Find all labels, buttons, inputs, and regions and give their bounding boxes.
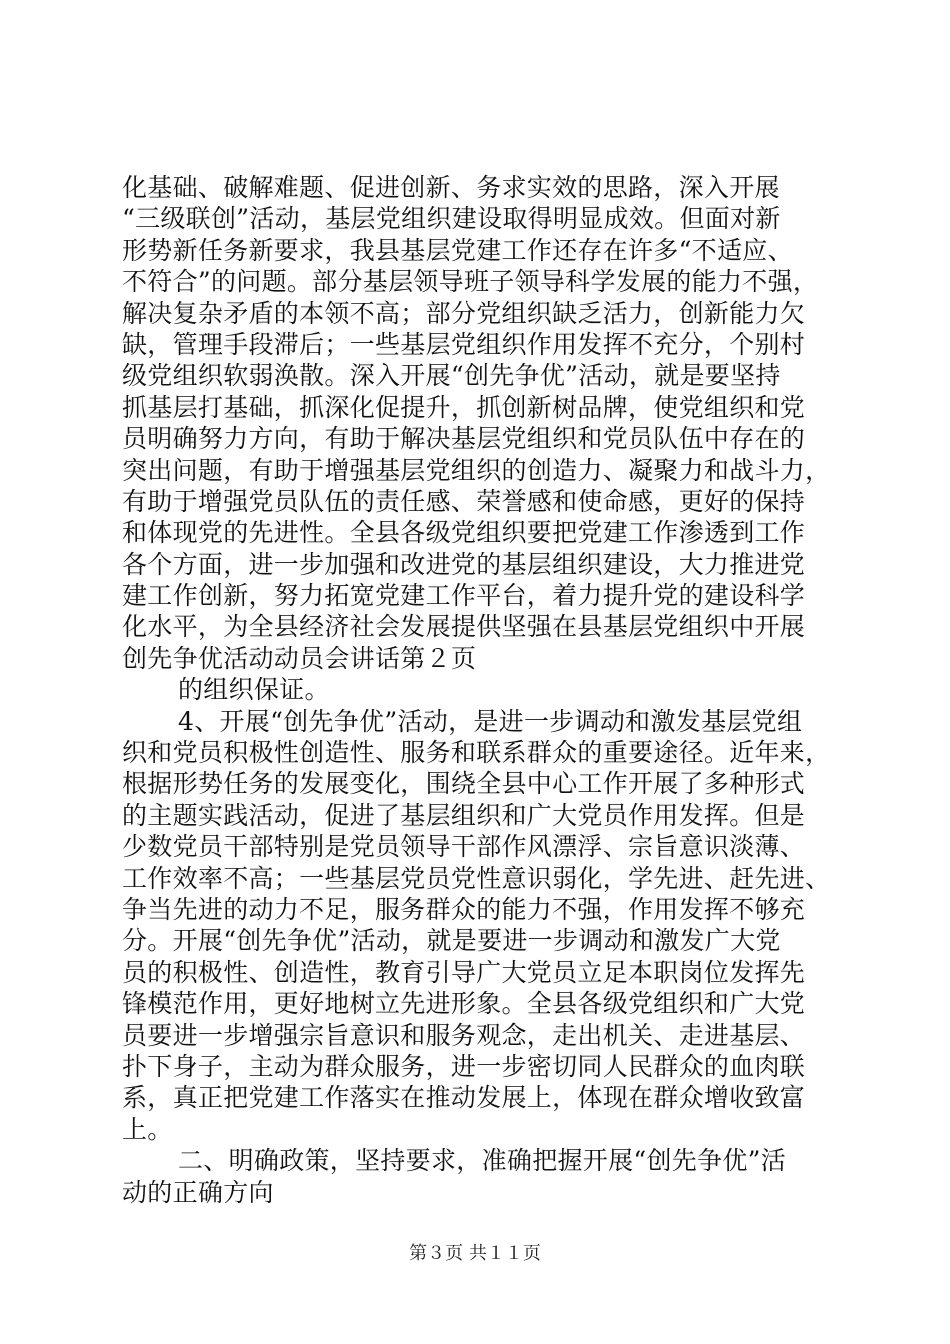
text-line: 员要进一步增强宗旨意识和服务观念，走出机关、走进基层、 bbox=[122, 1020, 806, 1050]
document-body bbox=[122, 172, 842, 1208]
text-line: 化水平，为全县经济社会发展提供坚强在县基层党组织中开展 bbox=[122, 612, 806, 642]
text-line: 员明确努力方向，有助于解决基层党组织和党员队伍中存在的 bbox=[122, 424, 806, 454]
page-number-footer: 第３页 共１１页 bbox=[409, 1243, 541, 1264]
text-line: 争当先进的动力不足，服务群众的能力不强，作用发挥不够充 bbox=[122, 894, 806, 924]
text-line: 化基础、破解难题、促进创新、务求实效的思路，深入开展 bbox=[122, 173, 780, 202]
text-line: 和体现党的先进性。全县各级党组织要把党建工作渗透到工作 bbox=[122, 518, 806, 548]
text-line: 创先争优活动动员会讲话第２页 bbox=[122, 643, 477, 673]
text-line: 根据形势任务的发展变化，围绕全县中心工作开展了多种形式 bbox=[122, 769, 806, 799]
paragraph-start-line: 4、开展“创先争优”活动，是进一步调动和激发基层党组 bbox=[178, 706, 803, 736]
text-line: 织和党员积极性创造性、服务和联系群众的重要途径。近年来， bbox=[122, 738, 831, 768]
section-heading-line: 二、明确政策，坚持要求，准确把握开展“创先争优”活 bbox=[178, 1146, 787, 1176]
text-line: 系，真正把党建工作落实在推动发展上，体现在群众增收致富 bbox=[122, 1083, 806, 1113]
text-line: 员的积极性、创造性，教育引导广大党员立足本职岗位发挥先 bbox=[122, 957, 806, 987]
text-line: 级党组织软弱涣散。深入开展“创先争优”活动，就是要坚持 bbox=[122, 361, 781, 391]
text-line: 解决复杂矛盾的本领不高；部分党组织缺乏活力，创新能力欠 bbox=[122, 298, 806, 328]
text-line: 缺，管理手段滞后；一些基层党组织作用发挥不充分，个别村 bbox=[122, 329, 806, 359]
text-line: “三级联创”活动，基层党组织建设取得明显成效。但面对新 bbox=[122, 204, 781, 234]
section-heading-line: 动的正确方向 bbox=[122, 1177, 274, 1207]
text-line: 少数党员干部特别是党员领导干部作风漂浮、宗旨意识淡薄、 bbox=[122, 832, 806, 862]
text-line: 的主题实践活动，促进了基层组织和广大党员作用发挥。但是 bbox=[122, 800, 806, 830]
text-line: 建工作创新，努力拓宽党建工作平台，着力提升党的建设科学 bbox=[122, 581, 806, 611]
text-line: 有助于增强党员队伍的责任感、荣誉感和使命感，更好的保持 bbox=[122, 486, 806, 516]
text-line: 形势新任务新要求，我县基层党建工作还存在许多“不适应、 bbox=[122, 235, 793, 265]
text-line: 不符合”的问题。部分基层领导班子领导科学发展的能力不强， bbox=[122, 267, 819, 297]
text-line: 突出问题，有助于增强基层党组织的创造力、凝聚力和战斗力， bbox=[122, 455, 831, 485]
text-line: 上。 bbox=[122, 1114, 173, 1144]
text-line: 锋模范作用，更好地树立先进形象。全县各级党组织和广大党 bbox=[122, 989, 806, 1019]
text-line: 工作效率不高；一些基层党员党性意识弱化，学先进、赶先进、 bbox=[122, 863, 831, 893]
text-line: 分。开展“创先争优”活动，就是要进一步调动和激发广大党 bbox=[122, 926, 781, 956]
text-line: 各个方面，进一步加强和改进党的基层组织建设，大力推进党 bbox=[122, 549, 806, 579]
text-line: 扑下身子，主动为群众服务，进一步密切同人民群众的血肉联 bbox=[122, 1051, 806, 1081]
paragraph-start-line: 的组织保证。 bbox=[178, 675, 330, 705]
text-line: 抓基层打基础，抓深化促提升，抓创新树品牌，使党组织和党 bbox=[122, 392, 806, 422]
